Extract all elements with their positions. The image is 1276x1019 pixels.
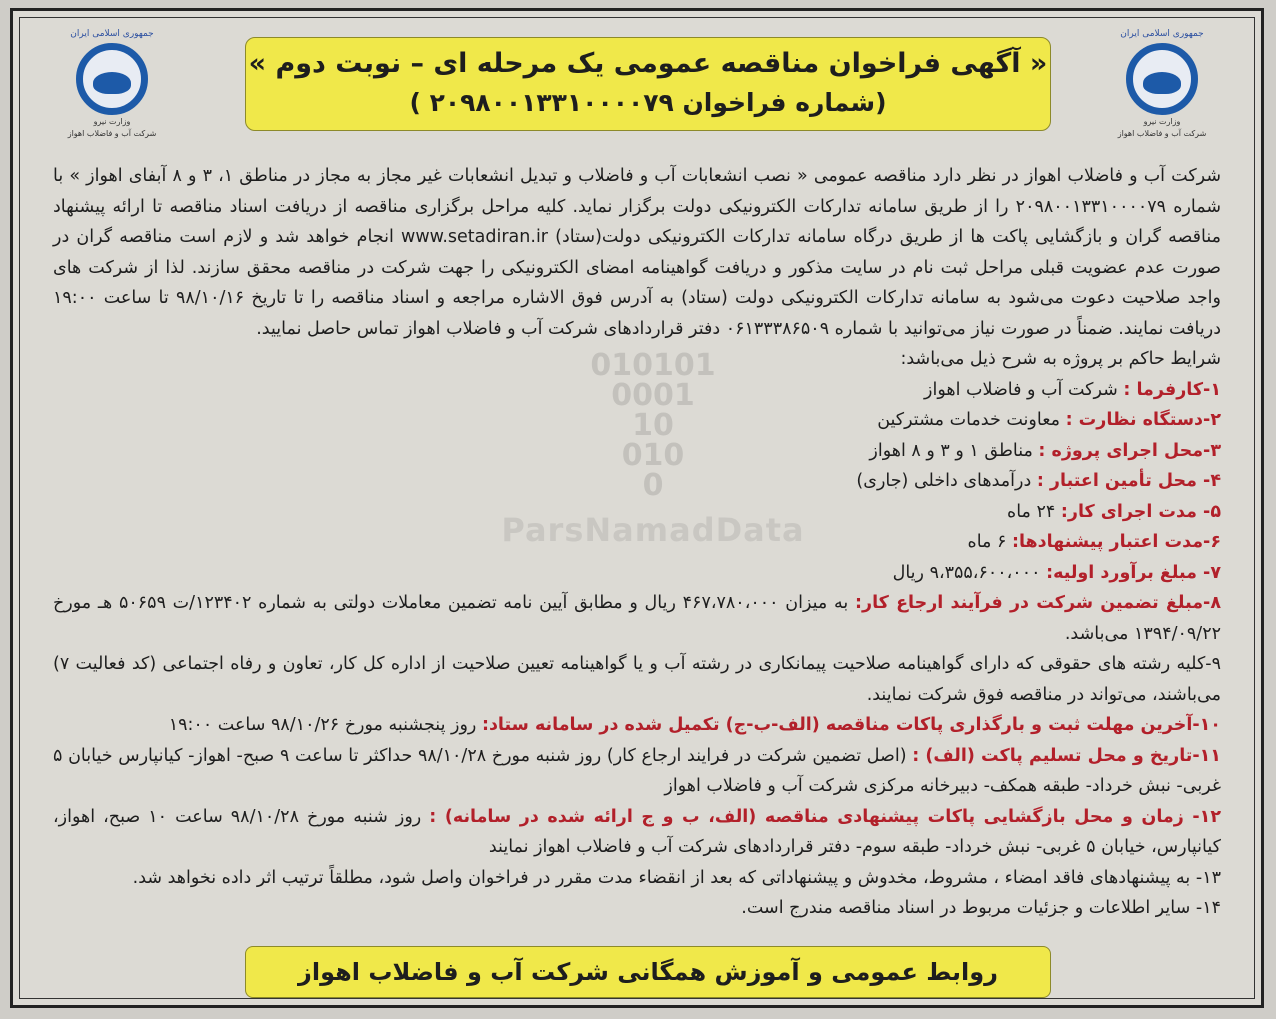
logo-left-caption-2: شرکت آب و فاضلاب اهواز (67, 129, 157, 138)
item-text: شرکت آب و فاضلاب اهواز (924, 379, 1124, 400)
logo-right-caption-2: شرکت آب و فاضلاب اهواز (1117, 129, 1207, 138)
item-text: ۱۴- سایر اطلاعات و جزئیات مربوط در اسناد مناقصه مندرج است. (741, 898, 1221, 918)
item-text: ۲۴ ماه (1007, 501, 1061, 522)
intro-paragraph: شرکت آب و فاضلاب اهواز در نظر دارد مناقصه عمومی « نصب انشعابات آب و فاضلاب و تبدیل انشعابات غیر مجاز به مجاز در مناطق ۱، ۳ و ۸ آبفای اهواز » با شماره ۲۰۹۸۰۰۱۳۳۱۰۰۰۰۷۹ را از طریق سامانه تدارکات الکترونیکی دولت برگزار نماید. کلیه مراحل برگزاری مناقصه از دریافت اسناد مناقصه تا ارائه پیشنهاد مناقصه گران و بازگشایی پاکت ها از طریق درگاه سامانه تدارکات الکترونیکی دولت(ستاد) www.setadiran.ir انجام خواهد شد و لازم است مناقصه گران در صورت عدم عضویت قبلی مراحل ثبت نام در سایت مذکور و دریافت گواهینامه امضای الکترونیکی را جهت شرکت در مناقصه محقق سازند. لذا از شرکت های واجد صلاحیت دعوت می‌شود به سامانه تدارکات الکترونیکی دولت (ستاد) به آدرس فوق الاشاره مراجعه و اسناد مناقصه را تا تاریخ ۹۸/۱۰/۱۶ تا ساعت ۱۹:۰۰ دریافت نمایند. ضمناً در صورت نیاز می‌توانید با شماره ۰۶۱۳۳۳۸۶۵۰۹ دفتر قراردادهای شرکت آب و فاضلاب اهواز تماس حاصل نمایید. (53, 166, 1222, 339)
item-label: ۴- محل تأمین اعتبار : (1036, 471, 1221, 491)
tender-number: (شماره فراخوان ۲۰۹۸۰۰۱۳۳۱۰۰۰۰۷۹ ) (409, 88, 887, 117)
page-title: « آگهی فراخوان مناقصه عمومی یک مرحله ای – نوبت دوم » (248, 48, 1048, 79)
item-label: ۱۲- زمان و محل بازگشایی پاکات پیشنهادی مناقصه (الف، ب و ج ارائه شده در سامانه) : (429, 806, 1222, 827)
list-item (53, 375, 1221, 406)
list-item (53, 405, 1221, 436)
item-label: ۱۰-آخرین مهلت ثبت و بارگذاری پاکات مناقصه (الف-ب-ج) تکمیل شده در سامانه ستاد: (481, 715, 1221, 735)
item-label: ۸-مبلغ تضمین شرکت در فرآیند ارجاع کار: (855, 593, 1222, 613)
item-text: درآمدهای داخلی (جاری) (856, 471, 1037, 491)
logo-right-caption-1: وزارت نیرو (1143, 117, 1181, 126)
announcement-body (53, 161, 1221, 924)
item-label: ۳-محل اجرای پروژه : (1038, 440, 1221, 461)
item-label: ۱۱-تاریخ و محل تسلیم پاکت (الف) : (912, 745, 1221, 766)
item-text: روز پنجشنبه مورخ ۹۸/۱۰/۲۶ ساعت ۱۹:۰۰ (168, 715, 482, 735)
list-item (53, 558, 1221, 589)
watermark-digits-4: 010 (621, 438, 685, 473)
list-item (53, 497, 1221, 528)
water-company-logo-icon (1126, 43, 1198, 115)
logo-right (1107, 29, 1217, 139)
water-company-logo-icon (76, 43, 148, 115)
item-text: به میزان ۴۶۷،۷۸۰،۰۰۰ ریال و مطابق آیین نامه تضمین معاملات دولتی به شماره ۱۲۳۴۰۲/ت ۵۰۶۵۹ هـ مورخ ۱۳۹۴/۰۹/۲۲ می‌باشد. (53, 593, 1221, 644)
list-item (53, 649, 1221, 710)
logo-left-caption-1: وزارت نیرو (93, 117, 131, 126)
watermark-digits-2: 0001 (611, 378, 695, 413)
advertisement-page (10, 8, 1264, 1008)
list-item (53, 466, 1221, 497)
item-label: ۲-دستگاه نظارت : (1065, 410, 1221, 430)
item-label: ۵- مدت اجرای کار: (1060, 501, 1221, 522)
list-item (53, 802, 1221, 863)
item-text: ۹،۳۵۵،۶۰۰،۰۰۰ ریال (892, 562, 1047, 583)
item-text: ۶ ماه (967, 532, 1012, 552)
watermark-digits-3: 10 (632, 408, 674, 443)
logo-left (57, 29, 167, 139)
list-item (53, 710, 1221, 741)
item-text: روز شنبه مورخ ۹۸/۱۰/۲۸ ساعت ۱۰ صبح، اهواز، کیانپارس، خیابان ۵ غربی- نبش خرداد- طبقه سوم- دفتر قراردادهای شرکت آب و فاضلاب اهواز نمایند (53, 806, 1221, 857)
list-item (53, 893, 1221, 924)
item-label: ۶-مدت اعتبار پیشنهادها: (1011, 532, 1221, 552)
watermark-digits-1: 010101 (590, 348, 716, 383)
item-text: (اصل تضمین شرکت در فرایند ارجاع کار) روز شنبه مورخ ۹۸/۱۰/۲۸ حداکثر تا ساعت ۹ صبح- اهواز- کیانپارس خیابان ۵ غربی- نبش خرداد- طبقه همکف- دبیرخانه مرکزی شرکت آب و فاضلاب اهواز (53, 745, 1221, 796)
logo-left-top-text: جمهوری اسلامی ایران (70, 29, 154, 39)
list-item (53, 863, 1221, 894)
item-text: مناطق ۱ و ۳ و ۸ اهواز (869, 440, 1039, 461)
item-label: ۷- مبلغ برآورد اولیه: (1046, 562, 1221, 583)
footer-banner: روابط عمومی و آموزش همگانی شرکت آب و فاضلاب اهواز (245, 946, 1051, 998)
list-item (53, 741, 1221, 802)
list-item (53, 588, 1221, 649)
item-text: معاونت خدمات مشترکین (877, 410, 1066, 430)
watermark-digits-5: 0 (642, 468, 664, 503)
list-item (53, 527, 1221, 558)
title-banner (245, 37, 1051, 131)
conditions-heading: شرایط حاکم بر پروژه به شرح ذیل می‌باشد: (900, 349, 1221, 369)
item-text: ۱۳- به پیشنهادهای فاقد امضاء ، مشروط، مخدوش و پیشنهاداتی که بعد از انقضاء مدت مقرر در فراخوان واصل شود، مطلقاً ترتیب اثر داده نخواهد شد. (132, 867, 1221, 888)
watermark-brand: ParsNamadData (501, 511, 805, 549)
item-text: ۹-کلیه رشته های حقوقی که دارای گواهینامه صلاحیت پیمانکاری در رشته آب و یا گواهینامه تعیین صلاحیت از اداره کل کار، تعاون و رفاه اجتماعی (کد فعالیت ۷) می‌باشند، می‌تواند در مناقصه فوق شرکت نمایند. (53, 654, 1221, 705)
item-label: ۱-کارفرما : (1123, 379, 1221, 400)
list-item (53, 436, 1221, 467)
logo-right-top-text: جمهوری اسلامی ایران (1120, 29, 1204, 39)
